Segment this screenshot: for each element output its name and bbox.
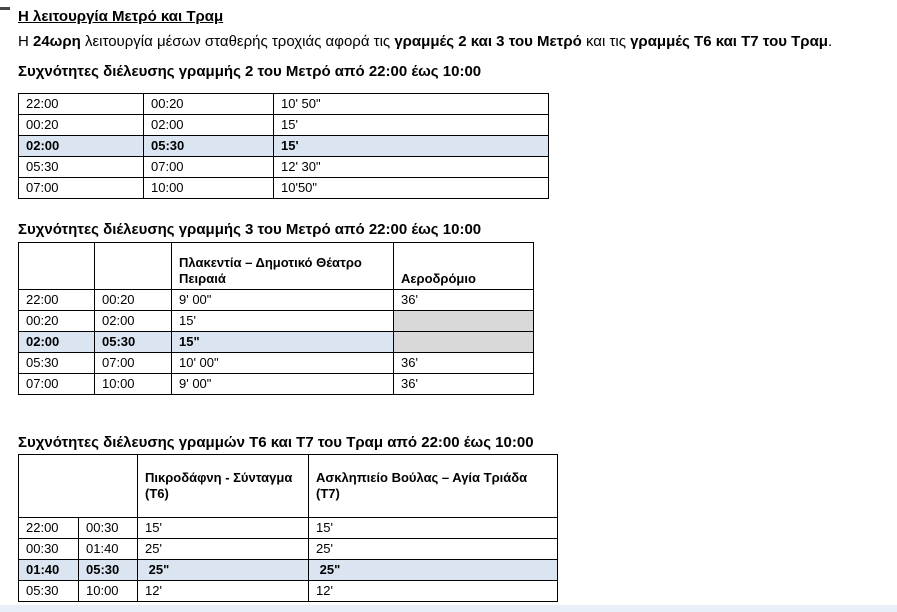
frequency-cell: 15' bbox=[138, 518, 309, 539]
time-to-cell: 01:40 bbox=[79, 539, 138, 560]
time-to-cell: 05:30 bbox=[144, 136, 274, 157]
intro-bold-tram-lines: γραμμές Τ6 και Τ7 του Τραμ bbox=[630, 33, 828, 50]
table-header-row bbox=[19, 455, 558, 518]
table-row-highlighted bbox=[19, 560, 558, 581]
frequency-table-metro-line2 bbox=[18, 93, 549, 199]
column-header-route-plakentia: Πλακεντία – Δημοτικό Θέατρο Πειραιά bbox=[172, 243, 394, 290]
frequency-cell: 9' 00" bbox=[172, 290, 394, 311]
table-row bbox=[19, 311, 534, 332]
frequency-cell: 10' 50" bbox=[274, 94, 549, 115]
frequency-cell: 25' bbox=[138, 539, 309, 560]
frequency-cell: 12' 30" bbox=[274, 157, 549, 178]
table-row bbox=[19, 539, 558, 560]
time-to-cell: 07:00 bbox=[144, 157, 274, 178]
time-from-cell: 02:00 bbox=[19, 332, 95, 353]
table-row bbox=[19, 290, 534, 311]
time-to-cell: 10:00 bbox=[79, 581, 138, 602]
table-row bbox=[19, 374, 534, 395]
empty-header-cell bbox=[19, 455, 138, 518]
document-title: Η λειτουργία Μετρό και Τραμ bbox=[18, 8, 224, 25]
column-header-route-airport: Αεροδρόμιο bbox=[394, 243, 534, 290]
intro-text: και τις bbox=[581, 33, 631, 50]
intro-bold-24h: 24ωρη bbox=[33, 33, 81, 50]
empty-header-cell bbox=[19, 243, 95, 290]
time-from-cell: 02:00 bbox=[19, 136, 144, 157]
time-to-cell: 07:00 bbox=[95, 353, 172, 374]
section-heading-metro-line2: Συχνότητες διέλευσης γραμμής 2 του Μετρό από 22:00 έως 10:00 bbox=[18, 63, 482, 80]
time-from-cell: 07:00 bbox=[19, 374, 95, 395]
frequency-cell: 15' bbox=[274, 136, 549, 157]
time-from-cell: 01:40 bbox=[19, 560, 79, 581]
table-row-highlighted bbox=[19, 136, 549, 157]
time-from-cell: 07:00 bbox=[19, 178, 144, 199]
time-from-cell: 00:20 bbox=[19, 311, 95, 332]
frequency-cell: 36' bbox=[394, 290, 534, 311]
frequency-table-tram-t6-t7 bbox=[18, 454, 558, 602]
table-row bbox=[19, 94, 549, 115]
time-from-cell: 05:30 bbox=[19, 353, 95, 374]
frequency-cell: 10'50" bbox=[274, 178, 549, 199]
frequency-cell: 36' bbox=[394, 353, 534, 374]
intro-text: λειτουργία μέσων σταθερής τροχιάς αφορά τις bbox=[80, 33, 395, 50]
time-from-cell: 22:00 bbox=[19, 518, 79, 539]
empty-header-cell bbox=[95, 243, 172, 290]
table-row bbox=[19, 157, 549, 178]
intro-bold-metro-lines: γραμμές 2 και 3 του Μετρό bbox=[394, 33, 582, 50]
section-heading-tram-t6-t7: Συχνότητες διέλευσης γραμμών Τ6 και Τ7 του Τραμ από 22:00 έως 10:00 bbox=[18, 434, 534, 451]
time-from-cell: 00:30 bbox=[19, 539, 79, 560]
time-to-cell: 02:00 bbox=[144, 115, 274, 136]
time-from-cell: 22:00 bbox=[19, 290, 95, 311]
time-from-cell: 00:20 bbox=[19, 115, 144, 136]
table-row-highlighted bbox=[19, 332, 534, 353]
table-row bbox=[19, 353, 534, 374]
time-to-cell: 00:20 bbox=[95, 290, 172, 311]
table-header-row bbox=[19, 243, 534, 290]
frequency-cell: 15' bbox=[309, 518, 558, 539]
frequency-cell: 9' 00" bbox=[172, 374, 394, 395]
bottom-page-strip bbox=[0, 605, 897, 612]
document-page bbox=[0, 7, 897, 602]
time-to-cell: 00:20 bbox=[144, 94, 274, 115]
frequency-cell: 25" bbox=[138, 560, 309, 581]
time-from-cell: 05:30 bbox=[19, 581, 79, 602]
frequency-cell: 15' bbox=[274, 115, 549, 136]
frequency-cell: 25' bbox=[309, 539, 558, 560]
column-header-route-t7: Ασκληπιείο Βούλας – Αγία Τριάδα (Τ7) bbox=[309, 455, 558, 518]
no-service-cell bbox=[394, 311, 534, 332]
table-row bbox=[19, 518, 558, 539]
time-from-cell: 05:30 bbox=[19, 157, 144, 178]
top-edge-fragment bbox=[0, 7, 10, 10]
table-row bbox=[19, 115, 549, 136]
time-from-cell: 22:00 bbox=[19, 94, 144, 115]
frequency-cell: 15" bbox=[172, 332, 394, 353]
time-to-cell: 10:00 bbox=[95, 374, 172, 395]
intro-text: Η bbox=[18, 33, 33, 50]
table-row bbox=[19, 581, 558, 602]
time-to-cell: 05:30 bbox=[95, 332, 172, 353]
time-to-cell: 00:30 bbox=[79, 518, 138, 539]
frequency-cell: 12' bbox=[309, 581, 558, 602]
frequency-cell: 10' 00" bbox=[172, 353, 394, 374]
no-service-cell bbox=[394, 332, 534, 353]
table-row bbox=[19, 178, 549, 199]
frequency-cell: 25" bbox=[309, 560, 558, 581]
frequency-cell: 15' bbox=[172, 311, 394, 332]
time-to-cell: 05:30 bbox=[79, 560, 138, 581]
frequency-cell: 12' bbox=[138, 581, 309, 602]
time-to-cell: 02:00 bbox=[95, 311, 172, 332]
frequency-table-metro-line3 bbox=[18, 242, 534, 395]
intro-paragraph bbox=[18, 33, 897, 51]
frequency-cell: 36' bbox=[394, 374, 534, 395]
column-header-route-t6: Πικροδάφνη - Σύνταγμα (Τ6) bbox=[138, 455, 309, 518]
intro-text: . bbox=[827, 33, 833, 50]
time-to-cell: 10:00 bbox=[144, 178, 274, 199]
section-heading-metro-line3: Συχνότητες διέλευσης γραμμής 3 του Μετρό από 22:00 έως 10:00 bbox=[18, 221, 482, 238]
